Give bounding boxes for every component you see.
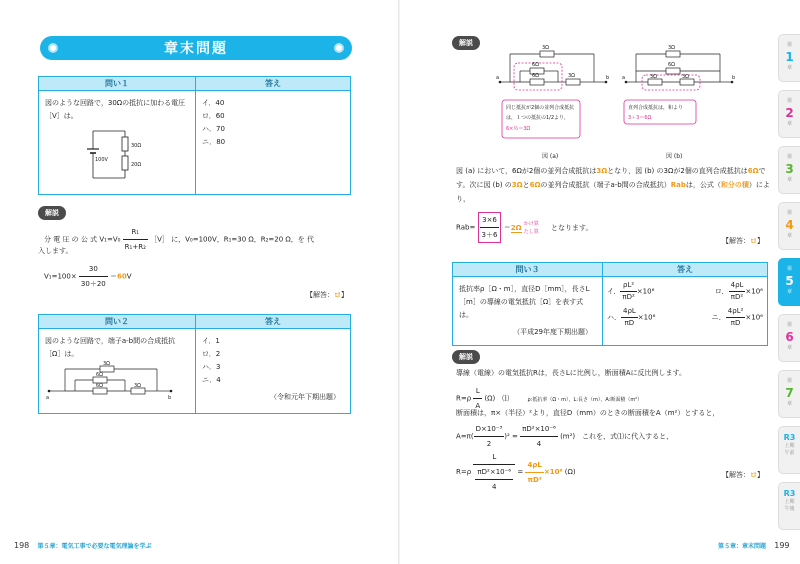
sol1-calc-unit: V	[126, 272, 132, 281]
sol2-eq-tag-n: かけ算	[523, 220, 539, 227]
left-footer	[14, 541, 152, 550]
solution1-answer	[306, 290, 348, 300]
tab-chapter-3[interactable]: 第 3 章	[778, 146, 800, 194]
sol1-calc-n: 30	[79, 262, 108, 277]
sol3-f3-d-n: πD²×10⁻⁶	[475, 465, 513, 480]
q1-resistor-20	[122, 156, 128, 170]
sol3-f1-tail: (Ω) ⑴	[484, 394, 510, 403]
sol3-f3-res-d: πD²	[527, 475, 542, 484]
q2-r3-label: 6Ω	[96, 383, 104, 389]
sol3-f1-d: A	[475, 402, 481, 410]
figure-a	[496, 42, 616, 162]
sol3-f2-d2: 4	[536, 440, 542, 448]
tab-r3-afternoon[interactable]: R3 上期 午後	[778, 482, 800, 530]
fig-b-r-mid: 6Ω	[668, 62, 676, 68]
sol2-answer-value: ロ	[750, 237, 757, 245]
sol2-p-rab: Rab	[670, 181, 686, 189]
q2-source: （令和元年下期出題）	[270, 393, 340, 401]
fig-b-caption: 図 (b)	[666, 153, 683, 160]
sol1-calc-eq: ＝	[109, 272, 117, 281]
sol3-answer-suffix: 】	[757, 471, 764, 479]
solution3-label: 解説	[452, 350, 480, 364]
fig-a-terminal-a: a	[496, 75, 500, 81]
q1-choice-ni: ニ．80	[202, 138, 226, 146]
q3-choice-ha: ハ． $\frac{4\rho L}{\pi D}$ ×10⁶	[607, 307, 656, 327]
sol2-p-d: と	[522, 181, 530, 189]
sol3-f3-lhs: R=ρ	[456, 468, 472, 476]
question1-table	[38, 76, 351, 195]
chapter-title-banner	[40, 36, 352, 60]
solution1-calc	[44, 262, 132, 291]
fig-a-caption: 図 (a)	[542, 153, 559, 160]
q3-question-text: 抵抗率ρ［Ω・m］，直径D［mm］，長さL［m］の導線の電気抵抗［Ω］を表す式は。	[459, 285, 590, 319]
left-footer-chapter: 第５章：電気工事で必要な電気理論を学ぶ	[37, 543, 152, 550]
right-footer-chapter: 第５章：章末問題	[718, 543, 767, 550]
q1-choices-cell	[196, 91, 351, 195]
q3-choice-i: イ． $\frac{\text{ρL²}}{\text{πD²}}$ ×10⁶	[607, 281, 655, 301]
sol1-calc-d: 30＋20	[80, 280, 106, 288]
sol3-f3-unit: (Ω)	[564, 468, 576, 476]
sol3-f3-n: L	[473, 450, 515, 465]
tab-chapter-7[interactable]: 第 7 章	[778, 370, 800, 418]
q2-choice-ni: ニ．4	[202, 376, 221, 384]
solution3-formula2: A=π( $\frac{\text{D×10⁻³}}{2}$ )² = $\frac{\text{πD²×10⁻⁶}}{4}$ (m²) これを，式⑴に代入すると，	[456, 422, 673, 451]
sol3-f3-eq: =	[517, 468, 524, 476]
sol2-p-a: 図 (a) において，6Ωが2個の並列合成抵抗は	[456, 167, 597, 175]
fig-a-r-top: 3Ω	[542, 45, 550, 51]
sol3-f3-d-d: 4	[492, 483, 497, 491]
sol2-p-e: の並列合成抵抗（端子a-b間の合成抵抗）	[540, 181, 671, 189]
sol2-eq-eq: ＝	[503, 223, 511, 232]
q1-circuit-diagram	[45, 123, 185, 183]
sol2-p-hl1: 3Ω	[596, 167, 608, 175]
sol2-eq-result: 2Ω	[510, 223, 522, 232]
sol1-calc-prefix: V₁=100×	[44, 272, 77, 281]
fig-a-callout-3: 6×½＝3Ω	[506, 126, 531, 132]
q1-question-cell	[39, 91, 196, 195]
sol3-f1-note: ρ:抵抗率（Ω・m），L:長さ（m），A:断面積（m²）	[527, 396, 643, 403]
tab-chapter-2[interactable]: 第 2 章	[778, 90, 800, 138]
sol3-f3-res-n: 4ρL	[525, 458, 543, 473]
q3-question-cell	[453, 277, 603, 346]
sol1-text-a: 分 電 圧 の 公 式	[44, 235, 98, 244]
q2-header-answer: 答え	[196, 315, 351, 329]
q1-question-text: 図のような回路で，30Ωの抵抗に加わる電圧［V］は。	[45, 99, 186, 120]
q2-header-question: 問い２	[39, 315, 196, 329]
sol2-p-hl5: 和分の積	[720, 181, 749, 189]
sol3-f2-tail: (m²) これを，式⑴に代入すると，	[560, 432, 674, 441]
sol3-f1-lhs: R=ρ	[456, 394, 472, 403]
q3-choice-ro: ロ． $\frac{4\rho L}{\text{πD²}}$ ×10⁶	[714, 281, 763, 301]
fig-b-r-s1: 3Ω	[650, 74, 658, 80]
solution3-answer	[722, 470, 764, 480]
tab-chapter-6[interactable]: 第 6 章	[778, 314, 800, 362]
question3-table	[452, 262, 768, 346]
sol2-p-g: ）により，	[456, 181, 770, 203]
solution1-line2: 入します。	[38, 247, 73, 255]
q3-header-question: 問い３	[453, 263, 603, 277]
sol1-formula: V₁=V₀	[99, 235, 121, 244]
right-footer	[718, 541, 790, 550]
sol3-f1-n: L	[473, 384, 482, 399]
q2-circuit-diagram	[45, 361, 185, 401]
sol2-p-hl2: 6Ω	[747, 167, 759, 175]
sol2-p-hl3: 3Ω	[511, 181, 523, 189]
fig-b-r-s2: 3Ω	[682, 74, 690, 80]
sol3-f2-n: D×10⁻³	[474, 422, 505, 437]
q3-source: （平成29年度下期出題）	[513, 328, 592, 336]
solution2-label: 解説	[452, 36, 480, 50]
sol2-eq-lhs: Rab=	[456, 223, 476, 232]
q2-choice-ro: ロ．2	[202, 350, 221, 358]
sol2-eq-d: 3＋6	[481, 231, 498, 239]
tab-chapter-5[interactable]: 第 5 章	[778, 258, 800, 306]
sol3-f2-lhs: A=π	[456, 432, 471, 441]
right-page	[400, 0, 800, 564]
sol1-fraction	[123, 225, 148, 254]
q1-r2-label: 20Ω	[131, 162, 142, 168]
q2-r1-label: 3Ω	[103, 361, 111, 367]
page-title: 章末問題	[164, 41, 228, 57]
solution1-line1	[44, 225, 354, 254]
sol3-f2-frac2	[520, 422, 558, 451]
sol1-answer-value: ロ	[334, 291, 341, 299]
q2-terminal-a: a	[46, 395, 50, 401]
left-page-number: 198	[14, 541, 30, 550]
solution3-line2: 断面積は，π×（半径）²より，直径D（mm）のときの断面積をA（m²）とすると，	[456, 409, 720, 417]
solution2-paragraph	[456, 164, 770, 206]
sol3-f3-res-tail: ×10⁶	[543, 468, 563, 476]
tab-chapter-4[interactable]: 第 4 章	[778, 202, 800, 250]
fig-b-callout-2: 3＋3＝6Ω	[628, 115, 652, 121]
sol3-f2-n2: πD²×10⁻⁶	[520, 422, 558, 437]
q3-choices-cell	[603, 277, 768, 346]
q1-source-label: 100V	[95, 157, 108, 163]
q1-r1-label: 30Ω	[131, 143, 142, 149]
sol2-p-b: となり，図 (b) の3Ωが2個の直列合成抵抗は	[607, 167, 748, 175]
figure-b	[622, 42, 742, 162]
sol3-answer-value: ロ	[750, 471, 757, 479]
q2-choice-ha: ハ．3	[202, 363, 221, 371]
q2-terminal-b: b	[168, 395, 172, 401]
sol1-answer-suffix: 】	[341, 291, 348, 299]
q2-r4-label: 3Ω	[134, 383, 142, 389]
sol1-calc-fraction	[79, 262, 108, 291]
sol2-answer-suffix: 】	[757, 237, 764, 245]
fig-b-terminal-b: b	[732, 75, 736, 81]
solution2-equation	[456, 212, 592, 243]
solution3-formula3	[456, 450, 576, 494]
fig-b-r-top: 3Ω	[668, 45, 676, 51]
q3-choice-ni: ニ． $\frac{\text{4ρL²}}{\pi D}$ ×10⁶	[711, 307, 763, 327]
fig-a-callout-2: は，１つの抵抗の1/2より，	[506, 115, 570, 121]
sol2-eq-fraction	[478, 212, 502, 243]
q1-choice-ro: ロ．60	[202, 112, 225, 120]
q1-choice-ha: ハ．70	[202, 125, 225, 133]
solution3-line1: 導線（電線）の電気抵抗Rは，長さLに比例し，断面積Aに反比例します。	[456, 369, 686, 377]
sol2-p-f: は，公式（	[685, 181, 721, 189]
tab-r3-morning[interactable]: R3 上期 午前	[778, 426, 800, 474]
tab-chapter-1[interactable]: 第 1 章	[778, 34, 800, 82]
fig-a-r-p2: 6Ω	[532, 73, 540, 79]
q2-question-cell	[39, 329, 196, 414]
sol2-answer-prefix: 【解答：	[722, 237, 750, 245]
q1-header-question: 問い１	[39, 77, 196, 91]
q3-header-answer: 答え	[603, 263, 768, 277]
fig-a-terminal-b: b	[606, 75, 610, 81]
q2-choice-i: イ．1	[202, 337, 220, 345]
fig-b-terminal-a: a	[622, 75, 626, 81]
sol1-calc-result: 60	[116, 272, 127, 281]
sol3-f2-eq: =	[512, 432, 518, 441]
sol3-f2-frac	[474, 422, 505, 451]
q2-choices-cell	[196, 329, 351, 414]
banner-dot-right	[334, 43, 344, 53]
sol3-answer-prefix: 【解答：	[722, 471, 750, 479]
sol2-eq-n: 3×6	[480, 213, 500, 228]
solution1-label: 解説	[38, 206, 66, 220]
right-page-number: 199	[774, 541, 790, 550]
q2-r2-label: 6Ω	[96, 372, 104, 378]
sol2-eq-tail: となります。	[551, 223, 593, 232]
q2-question-text: 図のような回路で，端子a-b間の合成抵抗［Ω］は。	[45, 337, 176, 358]
fig-a-callout-1: 同じ抵抗が2個の並列合成抵抗	[506, 105, 575, 111]
sol3-f3-frac	[473, 450, 515, 494]
q1-resistor-30	[122, 137, 128, 151]
sol1-frac-n: R₁	[123, 225, 148, 240]
sol1-text-b: ［V］ に，V₀=100V，R₁=30 Ω，R₂=20 Ω，を 代	[150, 235, 315, 244]
sol1-frac-d: R₁+R₂	[124, 243, 146, 251]
fig-b-callout-1: 直列合成抵抗は，和より	[628, 105, 684, 111]
q1-header-answer: 答え	[196, 77, 351, 91]
sol2-p-c: です。次に図 (b) の	[456, 167, 766, 189]
sol2-p-hl4: 6Ω	[529, 181, 541, 189]
sol3-f3-result	[525, 458, 543, 487]
sol2-eq-tag-d: たし算	[523, 228, 539, 235]
fig-a-r-s: 3Ω	[568, 73, 576, 79]
fig-a-r-p1: 6Ω	[532, 62, 540, 68]
question2-table	[38, 314, 351, 414]
sol3-f2-d: 2	[486, 440, 492, 448]
solution2-answer	[722, 236, 764, 246]
sol3-f3-d	[473, 465, 515, 494]
q1-choice-i: イ．40	[202, 99, 225, 107]
sol2-eq-tags	[524, 220, 539, 236]
sol1-answer-prefix: 【解答：	[306, 291, 334, 299]
